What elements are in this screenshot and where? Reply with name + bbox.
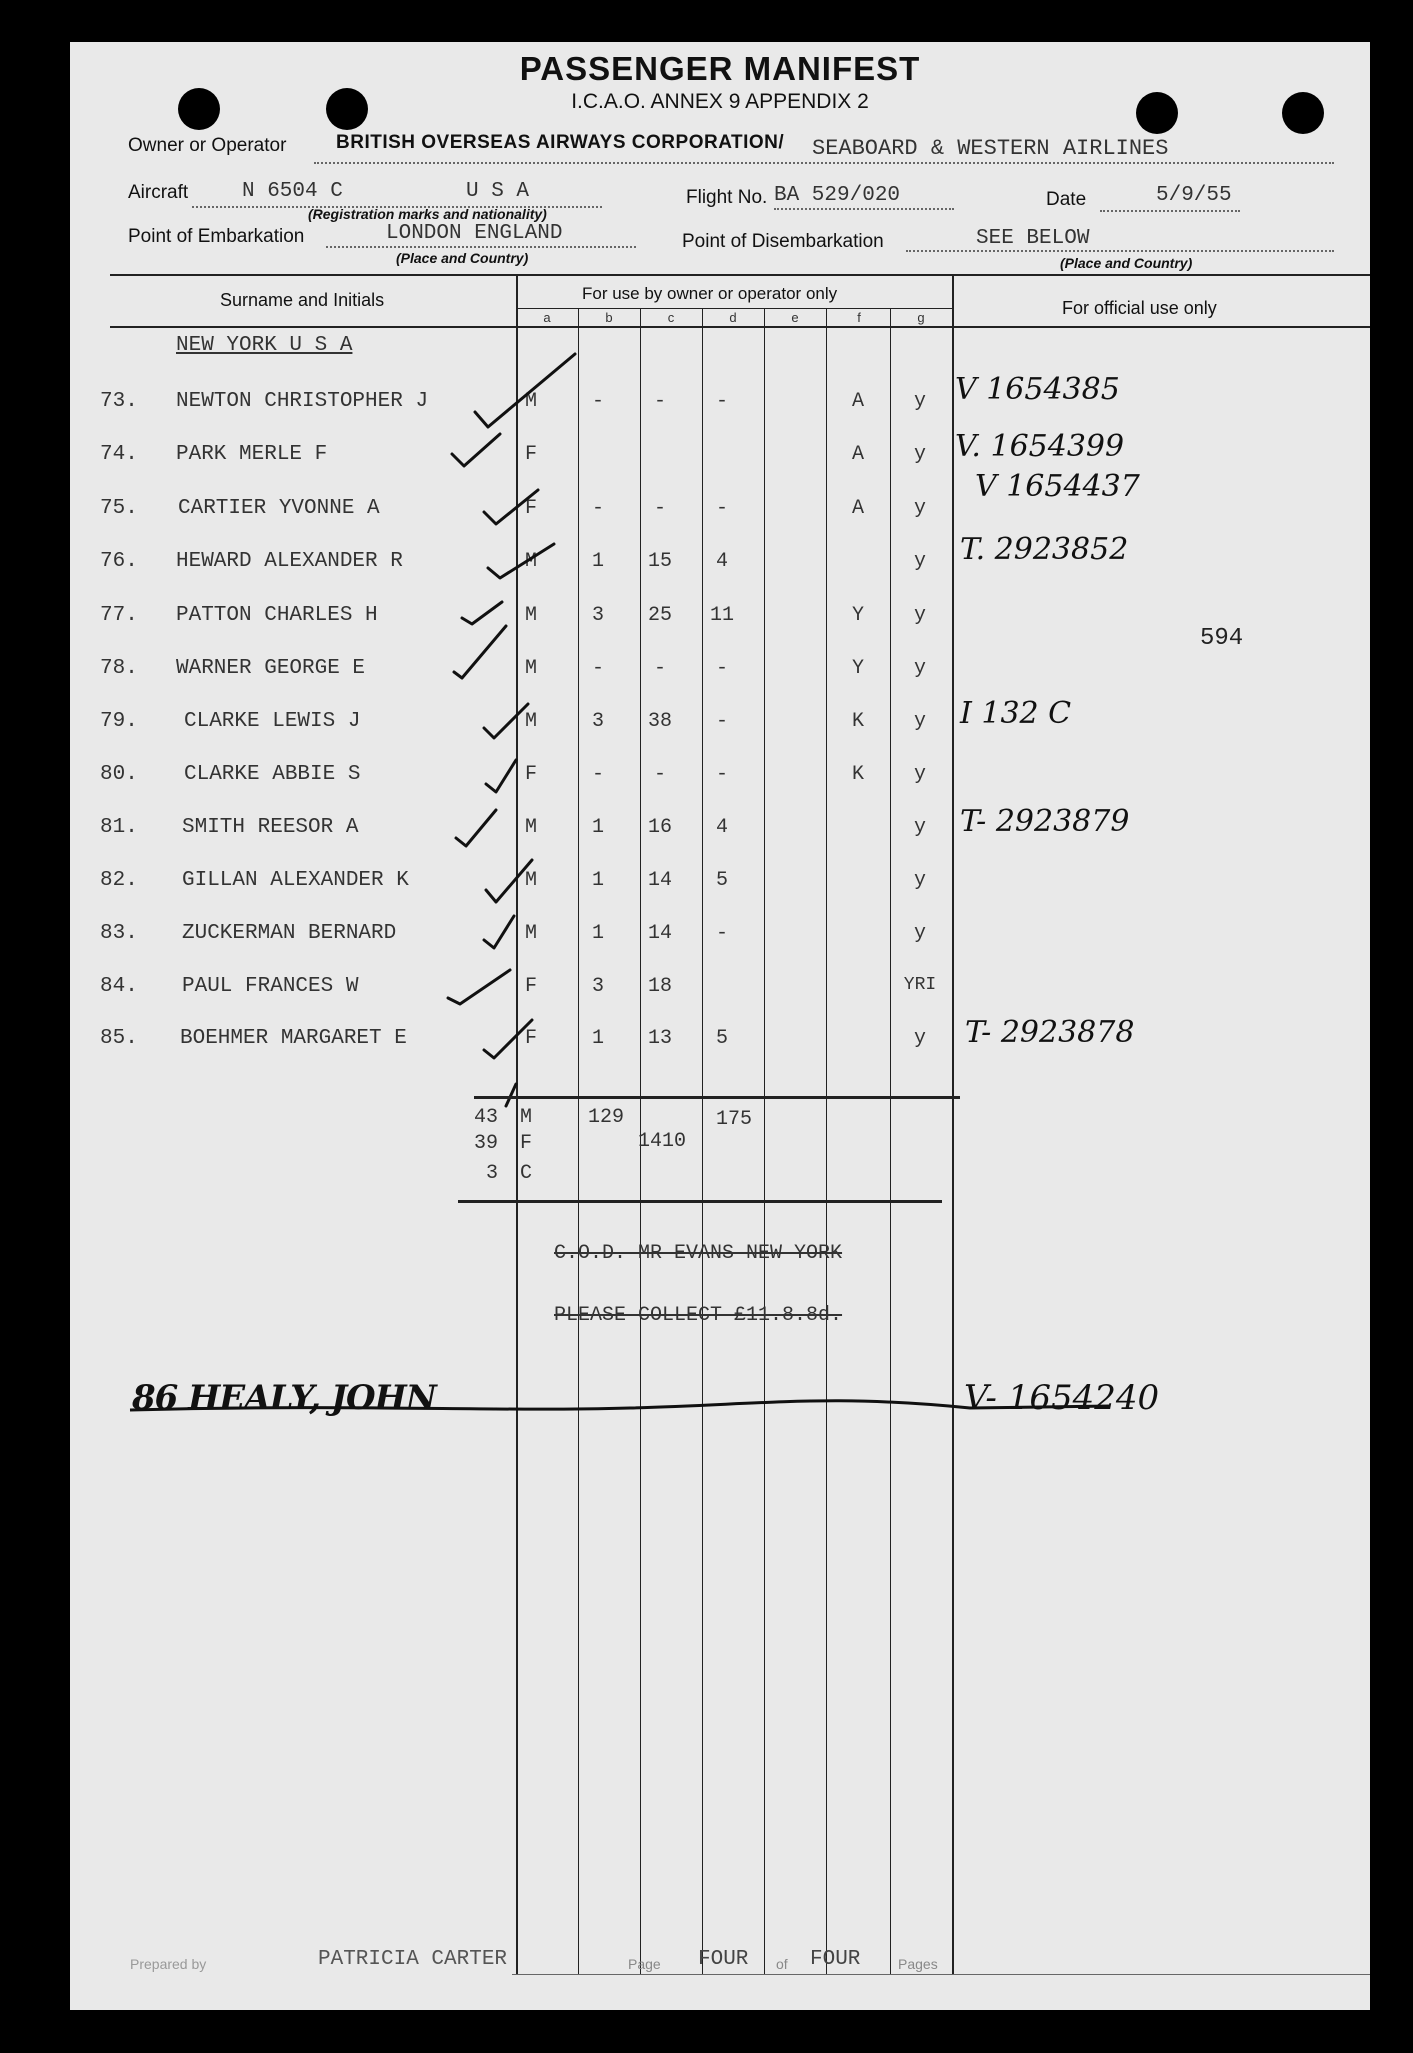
official-note: V. 1654399: [955, 429, 1125, 464]
passenger-name: PATTON CHARLES H: [176, 604, 378, 627]
manifest-sheet: [70, 42, 1370, 2010]
page-subtitle: I.C.A.O. ANNEX 9 APPENDIX 2: [571, 90, 869, 113]
cell-d: 4: [715, 550, 728, 573]
cell-d: -: [715, 657, 728, 680]
passenger-name: CLARKE ABBIE S: [184, 763, 361, 786]
cell-a: M: [524, 816, 537, 839]
cell-c: 14: [647, 922, 672, 945]
row-number: 81.: [100, 816, 138, 839]
cell-d: 4: [715, 816, 728, 839]
cell-b: 3: [591, 604, 604, 627]
pages-label: Pages: [898, 1956, 938, 1972]
column-letter-g: g: [917, 310, 925, 325]
flight-value: BA 529/020: [774, 184, 901, 207]
prepared-by-label: Prepared by: [130, 1956, 207, 1972]
page-number: FOUR: [698, 1948, 749, 1971]
cell-d: -: [715, 922, 728, 945]
cell-c: 13: [647, 1027, 672, 1050]
row-number: 75.: [100, 497, 138, 520]
child-label: C: [520, 1162, 533, 1185]
official-note: T- 2923878: [965, 1015, 1135, 1050]
cell-a: M: [524, 657, 537, 680]
cell-f: K: [851, 710, 864, 733]
check-mark-icon: [484, 490, 538, 524]
row-number: 73.: [100, 390, 138, 413]
disembarkation-label: Point of Disembarkation: [682, 231, 884, 252]
date-value: 5/9/55: [1156, 184, 1232, 207]
check-mark-icon: [475, 354, 575, 427]
aircraft-nationality: U S A: [466, 180, 530, 203]
check-mark-icon: [488, 544, 554, 578]
prepared-by-value: PATRICIA CARTER: [318, 1948, 508, 1971]
row-number: 83.: [100, 922, 138, 945]
owner-use-column-header: For use by owner or operator only: [582, 284, 838, 303]
cell-g: y: [913, 550, 926, 573]
column-letter-d: d: [729, 310, 737, 325]
cell-c: 16: [647, 816, 672, 839]
cell-a: M: [524, 922, 537, 945]
passenger-name: ZUCKERMAN BERNARD: [182, 922, 397, 945]
row-number: 80.: [100, 763, 138, 786]
cell-b: -: [591, 763, 604, 786]
cell-b: 3: [591, 975, 604, 998]
cell-b: -: [591, 657, 604, 680]
destination-heading: NEW YORK U S A: [176, 334, 353, 357]
cell-f: Y: [851, 657, 864, 680]
owner-value-secondary: SEABOARD & WESTERN AIRLINES: [812, 136, 1169, 161]
passenger-name: PAUL FRANCES W: [182, 975, 359, 998]
cell-c: 14: [647, 869, 672, 892]
passenger-name: SMITH REESOR A: [182, 816, 359, 839]
page-total: FOUR: [810, 1948, 861, 1971]
cell-a: M: [524, 710, 537, 733]
row-number: 85.: [100, 1027, 138, 1050]
cell-g: YRI: [903, 975, 937, 995]
check-mark-icon: [448, 970, 510, 1004]
check-mark-icon: [456, 810, 496, 846]
aircraft-label: Aircraft: [128, 182, 189, 203]
cell-a: F: [524, 975, 537, 998]
passenger-name: PARK MERLE F: [176, 443, 328, 466]
embarkation-value: LONDON ENGLAND: [386, 222, 563, 245]
row-number: 74.: [100, 443, 138, 466]
column-letter-a: a: [543, 310, 551, 325]
cell-c: 38: [647, 710, 672, 733]
official-note: V 1654437: [975, 469, 1140, 504]
row-number: 79.: [100, 710, 138, 733]
cell-g: y: [913, 1027, 926, 1050]
male-label: M: [520, 1106, 533, 1129]
cell-c: -: [653, 657, 666, 680]
cell-d: -: [715, 497, 728, 520]
total-b: 129: [588, 1106, 625, 1129]
check-mark-icon: [484, 1020, 532, 1058]
struck-entry-official: V- 1654240: [964, 1378, 1160, 1418]
check-mark-icon: [484, 704, 528, 738]
row-number: 82.: [100, 869, 138, 892]
cell-f: A: [851, 443, 864, 466]
side-number: 594: [1200, 625, 1244, 652]
passenger-name: BOEHMER MARGARET E: [180, 1027, 407, 1050]
official-note: I 132 C: [960, 696, 1072, 731]
passenger-name: CARTIER YVONNE A: [178, 497, 380, 520]
cell-d: 5: [715, 869, 728, 892]
cell-b: 1: [591, 1027, 604, 1050]
cell-g: y: [913, 657, 926, 680]
column-letter-e: e: [791, 310, 799, 325]
cell-a: M: [524, 390, 537, 413]
check-mark-icon: [452, 434, 500, 466]
cell-d: -: [715, 390, 728, 413]
registration-note: (Registration marks and nationality): [308, 206, 547, 222]
total-d: 175: [716, 1108, 753, 1131]
of-label: of: [776, 1956, 788, 1972]
passenger-name: NEWTON CHRISTOPHER J: [176, 390, 429, 413]
struck-entry-name: 86 HEALY, JOHN: [132, 1378, 436, 1418]
official-note: T- 2923879: [960, 804, 1130, 839]
cell-f: Y: [851, 604, 864, 627]
cell-g: y: [913, 816, 926, 839]
passenger-name: WARNER GEORGE E: [176, 657, 366, 680]
row-number: 76.: [100, 550, 138, 573]
row-number: 78.: [100, 657, 138, 680]
aircraft-value: N 6504 C: [242, 180, 343, 203]
cod-note: C.O.D. MR EVANS NEW YORK: [554, 1242, 843, 1265]
check-mark-icon: [486, 760, 516, 792]
cell-g: y: [913, 497, 926, 520]
surname-column-header: Surname and Initials: [220, 290, 385, 310]
strike-through-line: [70, 1382, 1370, 1442]
collect-note: PLEASE COLLECT £11.8.8d.: [554, 1304, 843, 1327]
cell-a: F: [524, 1027, 537, 1050]
cell-a: M: [524, 869, 537, 892]
child-count: 3: [485, 1162, 498, 1185]
cell-c: -: [653, 497, 666, 520]
flight-label: Flight No.: [686, 187, 768, 208]
passenger-name: CLARKE LEWIS J: [184, 710, 361, 733]
disembarkation-value: SEE BELOW: [976, 227, 1090, 250]
page-label: Page: [628, 1956, 661, 1972]
cell-a: F: [524, 763, 537, 786]
row-number: 84.: [100, 975, 138, 998]
cell-f: A: [851, 390, 864, 413]
owner-value: BRITISH OVERSEAS AIRWAYS CORPORATION/: [336, 132, 785, 153]
cell-c: -: [653, 763, 666, 786]
cell-g: y: [913, 604, 926, 627]
check-mark-icon: [454, 626, 506, 678]
cell-a: F: [524, 443, 537, 466]
female-label: F: [520, 1132, 533, 1155]
row-number: 77.: [100, 604, 138, 627]
female-count: 39: [474, 1132, 499, 1155]
cell-b: -: [591, 390, 604, 413]
cell-g: y: [913, 922, 926, 945]
cell-b: 1: [591, 550, 604, 573]
cell-d: -: [715, 763, 728, 786]
cell-g: y: [913, 763, 926, 786]
cell-c: 15: [647, 550, 672, 573]
cell-g: y: [913, 390, 926, 413]
cell-c: -: [653, 390, 666, 413]
cell-g: y: [913, 869, 926, 892]
official-use-column-header: For official use only: [1062, 298, 1217, 318]
cell-b: 3: [591, 710, 604, 733]
total-c: 1410: [638, 1130, 687, 1153]
check-mark-icon: [462, 602, 502, 624]
column-letter-f: f: [857, 310, 861, 325]
passenger-name: GILLAN ALEXANDER K: [182, 869, 409, 892]
cell-d: -: [715, 710, 728, 733]
check-mark-icon: [484, 916, 514, 948]
cell-b: -: [591, 497, 604, 520]
cell-a: F: [524, 497, 537, 520]
page-title: PASSENGER MANIFEST: [519, 50, 921, 87]
cell-c: 25: [647, 604, 672, 627]
official-note: T. 2923852: [960, 532, 1129, 567]
cell-b: 1: [591, 869, 604, 892]
check-mark-icon: [506, 1084, 516, 1106]
passenger-name: HEWARD ALEXANDER R: [176, 550, 403, 573]
date-label: Date: [1046, 189, 1087, 210]
male-count: 43: [474, 1106, 499, 1129]
embarkation-label: Point of Embarkation: [128, 226, 305, 247]
cell-f: K: [851, 763, 864, 786]
column-letter-c: c: [667, 310, 675, 325]
cell-b: 1: [591, 816, 604, 839]
check-marks: [70, 42, 1370, 1442]
embarkation-note: (Place and Country): [396, 250, 529, 266]
cell-g: y: [913, 710, 926, 733]
cell-b: 1: [591, 922, 604, 945]
disembarkation-note: (Place and Country): [1060, 255, 1193, 271]
cell-a: M: [524, 604, 537, 627]
cell-d: 5: [715, 1027, 728, 1050]
owner-label: Owner or Operator: [128, 135, 287, 156]
cell-g: y: [913, 443, 926, 466]
cell-f: A: [851, 497, 864, 520]
check-mark-icon: [486, 860, 532, 902]
cell-c: 18: [647, 975, 672, 998]
cell-a: M: [524, 550, 537, 573]
official-note: V 1654385: [955, 372, 1120, 407]
cell-d: 11: [709, 604, 734, 627]
column-letter-b: b: [605, 310, 613, 325]
